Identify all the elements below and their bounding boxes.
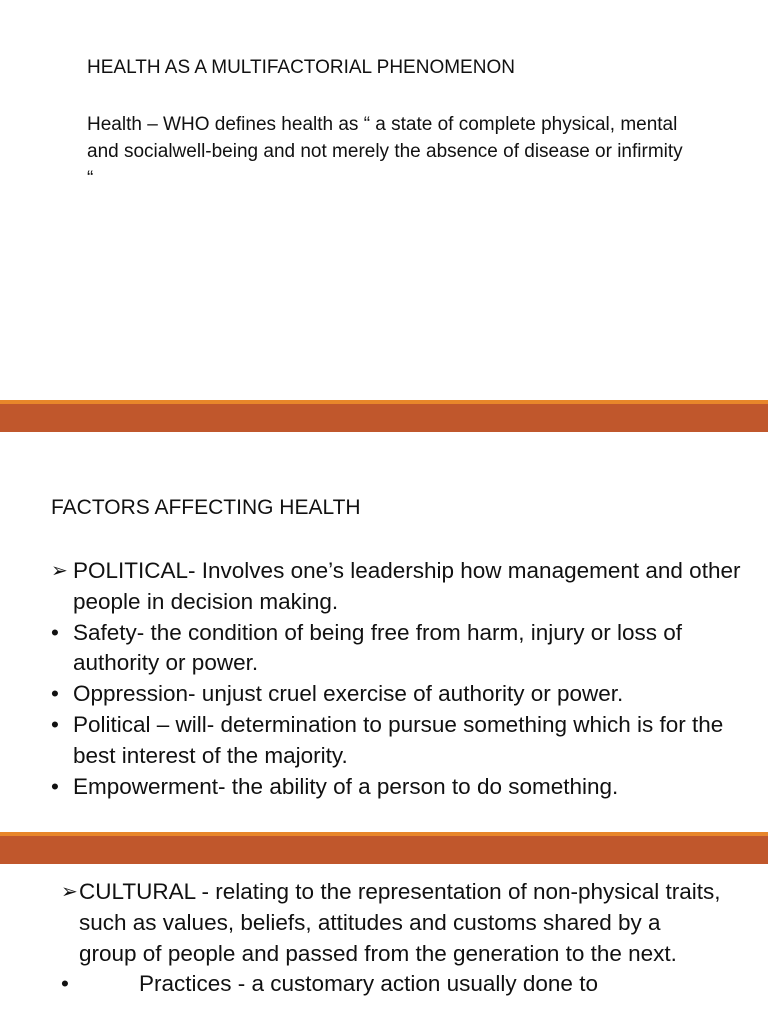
list-item-practices	[61, 969, 721, 1000]
list-item-empowerment	[51, 772, 741, 803]
slide-1-title: HEALTH AS A MULTIFACTORIAL PHENOMENON	[87, 57, 515, 78]
slide-1-body: Health – WHO defines health as “ a state of complete physical, mental and socialwell-being and not merely the absence of disease or infirmity “	[87, 114, 683, 189]
slide-2-title: FACTORS AFFECTING HEALTH	[51, 496, 361, 519]
list-item-political	[51, 556, 741, 618]
list-item-safety	[51, 618, 741, 680]
slide-3	[0, 864, 768, 1024]
list-item-text: POLITICAL- Involves one’s leadership how management and other people in decision making.	[73, 558, 741, 614]
arrow-bullet-icon: ➢	[51, 560, 68, 582]
slide-divider	[0, 832, 768, 864]
list-item-political-will	[51, 710, 741, 772]
list-item-cultural	[61, 877, 721, 969]
list-item-text: Oppression- unjust cruel exercise of authority or power.	[73, 681, 624, 707]
list-item-text: Safety- the condition of being free from harm, injury or loss of authority or power.	[73, 619, 683, 676]
dot-bullet-icon: •	[51, 711, 59, 737]
slide-1	[0, 0, 768, 400]
list-item-oppression	[51, 679, 741, 710]
list-item-text: Practices - a customary action usually done to	[139, 971, 598, 997]
list-item-text: CULTURAL - relating to the representation of non-physical traits, such as values, beliefs, attitudes and customs shared by a group of people and passed from the generation to the next.	[79, 879, 721, 966]
dot-bullet-icon: •	[61, 971, 69, 997]
dot-bullet-icon: •	[51, 619, 59, 645]
dot-bullet-icon: •	[51, 773, 59, 799]
list-item-text: Political – will- determination to pursue something which is for the best interest of the majority.	[73, 711, 724, 768]
list-item-text: Empowerment- the ability of a person to do something.	[73, 773, 619, 799]
factors-list	[51, 556, 741, 802]
slide-divider	[0, 400, 768, 432]
slide-2	[0, 432, 768, 832]
cultural-list	[61, 877, 721, 1000]
dot-bullet-icon: •	[51, 681, 59, 707]
arrow-bullet-icon: ➢	[61, 881, 78, 903]
